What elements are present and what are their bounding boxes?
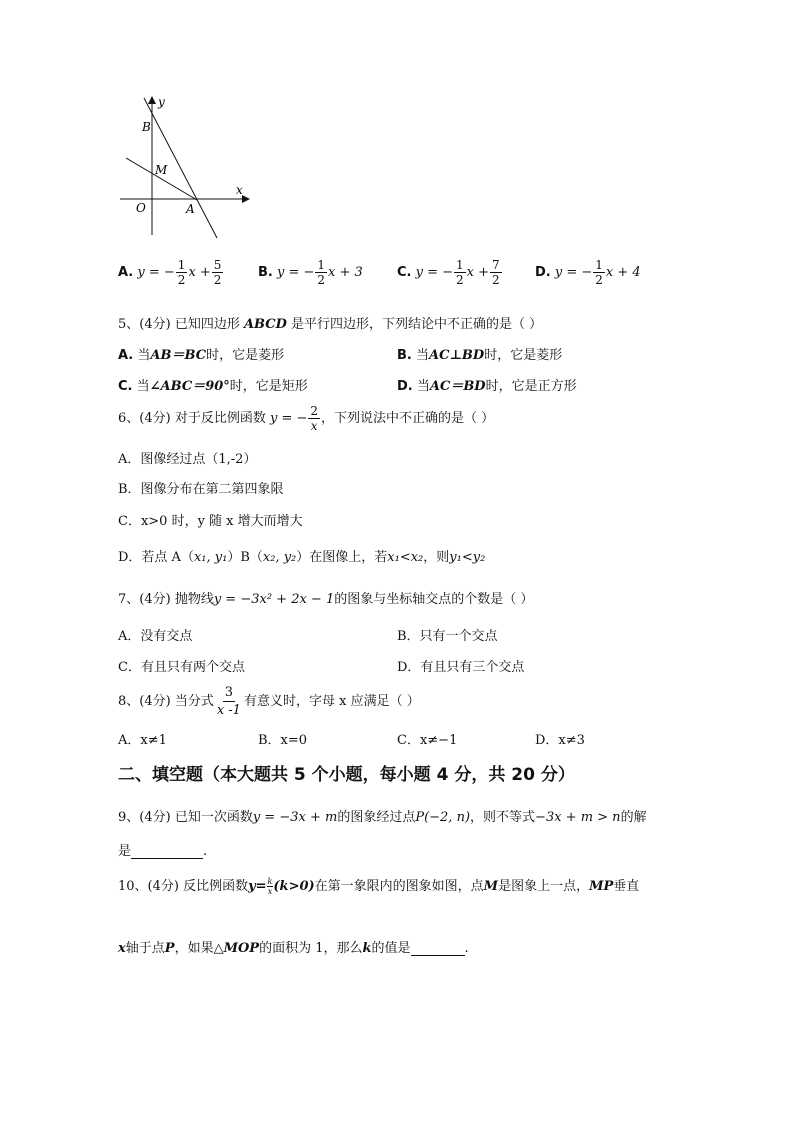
- q10-cond: (k>0): [273, 879, 315, 894]
- q4-d-frac: [593, 258, 605, 287]
- q4-c-g-num: 7: [492, 258, 500, 272]
- q6-d-cond: x₁<x₂: [387, 550, 424, 565]
- q5-d-label: D.: [397, 379, 413, 394]
- q10-line2-c: 的面积为 1，那么: [259, 941, 363, 956]
- q5-option-b: [397, 344, 562, 363]
- q9-end: .: [203, 844, 208, 859]
- q4-b-f-num: 1: [317, 258, 326, 272]
- q10-m: M: [483, 879, 499, 894]
- q5-stem: [118, 313, 542, 332]
- q4-a-g-num: 5: [213, 258, 222, 272]
- q6-option-a: A．图像经过点（1,-2）: [118, 452, 257, 467]
- q10-frac-k: k: [267, 877, 273, 886]
- q6-d-then: ，则: [423, 550, 450, 565]
- q4-b-label: B.: [258, 265, 273, 280]
- q7-stem-post: 的图象与坐标轴交点的个数是（ ）: [334, 592, 534, 607]
- q5-b-math: AC⊥BD: [429, 348, 485, 363]
- q7-stem: [118, 588, 533, 607]
- q7-func: y = −3x² + 2x − 1: [213, 592, 335, 607]
- q5-b-label: B.: [397, 348, 412, 363]
- q9-stem: [118, 806, 647, 825]
- q7-option-a: A．没有交点: [118, 629, 193, 644]
- q5-option-c: [118, 375, 308, 394]
- q9-ineq: −3x + m > n: [535, 810, 621, 825]
- q4-option-c: [397, 258, 503, 287]
- graph-y-label: y: [158, 95, 165, 109]
- graph-o-label: O: [136, 201, 146, 215]
- q8-option-d: D．x≠3: [535, 733, 585, 748]
- q5-a-label: A.: [118, 348, 134, 363]
- q8-stem-post: 有意义时，字母 x 应满足（ ）: [243, 694, 420, 709]
- q8-option-a: A．x≠1: [118, 733, 167, 748]
- q10-stem-post: 垂直: [613, 879, 640, 894]
- q7-option-d: D．有且只有三个交点: [397, 660, 525, 675]
- q4-a-frac1: [176, 258, 188, 287]
- q4-d-f-num: 1: [595, 258, 603, 272]
- q4-c-frac2: [490, 258, 502, 287]
- q4-c-f-den: 2: [456, 273, 464, 287]
- q8-option-c: C．x≠−1: [397, 733, 458, 748]
- q4-c-label: C.: [397, 265, 412, 280]
- section-fill-in-heading: 二、填空题（本大题共 5 个小题，每小题 4 分，共 20 分）: [118, 765, 575, 785]
- q5-c-post: 时，它是矩形: [229, 379, 308, 394]
- q10-stem-pre: 10、(4分) 反比例函数: [118, 879, 249, 894]
- q4-a-f-num: 1: [177, 258, 186, 272]
- q10-line2-d: 的值是: [371, 941, 411, 956]
- q10-stem-mid: 在第一象限内的图象如图，点: [314, 879, 484, 894]
- q6-d-res: y₁<y₂: [449, 550, 486, 565]
- q6-d-pre: D．若点 A（: [118, 550, 194, 565]
- q4-c-f-num: 1: [456, 258, 464, 272]
- q6-option-c: C．x>0 时，y 随 x 增大而增大: [118, 514, 303, 529]
- q6-stem-pre: 6、(4分) 对于反比例函数: [118, 411, 266, 426]
- q5-option-a: [118, 344, 284, 363]
- q9-stem-mid: 的图象经过点: [337, 810, 416, 825]
- q5-b-post: 时，它是菱形: [484, 348, 563, 363]
- q4-a-label: A.: [118, 265, 134, 280]
- q10-end: .: [464, 941, 469, 956]
- q8-frac-den: x -1: [216, 703, 241, 718]
- q10-p: P: [164, 941, 175, 956]
- q9-line2: [118, 840, 207, 859]
- q4-c-mid: x +: [466, 265, 490, 280]
- q6-func-frac: [308, 404, 320, 433]
- q7-stem-pre: 7、(4分) 抛物线: [118, 592, 214, 607]
- q8-stem-pre: 8、(4分) 当分式: [118, 694, 214, 709]
- q4-option-d: [535, 258, 641, 287]
- q8-frac: [215, 684, 243, 719]
- q4-d-label: D.: [535, 265, 551, 280]
- q4-a-frac2: [212, 258, 224, 287]
- q4-a-g-den: 2: [213, 273, 222, 287]
- q6-d-mid2: ）在图像上，若: [296, 550, 388, 565]
- q5-d-pre: 当: [416, 379, 430, 394]
- q10-mp: MP: [589, 879, 614, 894]
- q7-option-b: B．只有一个交点: [397, 629, 498, 644]
- q8-option-b: B．x=0: [258, 733, 308, 748]
- q9-stem-mid2: ，则不等式: [470, 810, 536, 825]
- q10-frac-x: x: [267, 887, 273, 896]
- graph-b-label: B: [142, 120, 151, 134]
- q9-func: y = −3x + m: [252, 810, 338, 825]
- q9-answer-blank[interactable]: [131, 844, 203, 859]
- q4-c-g-den: 2: [492, 273, 500, 287]
- q6-func-num: 2: [310, 404, 319, 418]
- coordinate-graph: [110, 90, 260, 250]
- q10-func-pre: y=: [248, 879, 267, 894]
- q5-a-pre: 当: [137, 348, 151, 363]
- q7-option-c: C．有且只有两个交点: [118, 660, 245, 675]
- q6-d-p1: x₁, y₁: [193, 550, 228, 565]
- q8-stem: [118, 684, 420, 719]
- q5-d-post: 时，它是正方形: [485, 379, 577, 394]
- y-axis-arrow: [148, 96, 156, 104]
- q9-line2-text: 是: [118, 844, 132, 859]
- graph-x-label: x: [236, 183, 243, 197]
- q9-point: P(−2, n): [415, 810, 471, 825]
- q10-line2-x: x: [118, 941, 126, 956]
- q4-option-a: [118, 258, 224, 287]
- q5-d-math: AC＝BD: [429, 379, 486, 394]
- q5-c-label: C.: [118, 379, 133, 394]
- q9-stem-pre: 9、(4分) 已知一次函数: [118, 810, 253, 825]
- graph-a-label: A: [186, 202, 195, 216]
- q4-d-f-den: 2: [595, 273, 603, 287]
- q9-stem-post: 的解: [620, 810, 647, 825]
- q4-option-b: [258, 258, 363, 287]
- q6-option-d: [118, 546, 485, 565]
- q4-d-pre: y = −: [554, 265, 593, 280]
- q5-b-pre: 当: [416, 348, 430, 363]
- q5-stem-pre: 5、(4分) 已知四边形: [118, 317, 240, 332]
- q5-stem-post: 是平行四边形，下列结论中不正确的是（ ）: [291, 317, 543, 332]
- q4-b-pre: y = −: [277, 265, 315, 280]
- q4-a-f-den: 2: [177, 273, 186, 287]
- q10-stem-mid2: 是图象上一点，: [498, 879, 590, 894]
- q4-b-f-den: 2: [317, 273, 326, 287]
- q10-line2: [118, 937, 469, 956]
- q10-line2-b: ，如果: [174, 941, 214, 956]
- q4-a-pre: y = −: [137, 265, 175, 280]
- q6-stem-post: ，下列说法中不正确的是（ ）: [321, 411, 495, 426]
- q6-option-b: B．图像分布在第二第四象限: [118, 482, 284, 497]
- q5-a-post: 时，它是菱形: [206, 348, 285, 363]
- q10-answer-blank[interactable]: [411, 941, 465, 956]
- q5-stem-var: ABCD: [243, 317, 287, 332]
- q10-stem: [118, 875, 639, 896]
- x-axis-arrow: [242, 195, 250, 203]
- q6-func-den: x: [310, 419, 318, 433]
- q6-d-mid: ）B（: [227, 550, 263, 565]
- q10-tri: △MOP: [213, 941, 260, 956]
- q4-b-post: x + 3: [328, 265, 363, 280]
- q5-c-math: ∠ABC＝90°: [149, 379, 230, 394]
- q10-line2-a: 轴于点: [125, 941, 165, 956]
- q4-c-frac1: [454, 258, 466, 287]
- q5-option-d: [397, 375, 577, 394]
- q6-d-p2: x₂, y₂: [262, 550, 297, 565]
- graph-m-label: M: [155, 163, 168, 177]
- q4-c-pre: y = −: [415, 265, 454, 280]
- q8-frac-num: 3: [224, 685, 234, 700]
- q5-c-pre: 当: [136, 379, 150, 394]
- q4-a-mid: x +: [188, 265, 211, 280]
- q4-b-frac: [315, 258, 327, 287]
- q6-func-pre: y = −: [269, 411, 308, 426]
- q6-stem: [118, 404, 494, 433]
- q4-d-post: x + 4: [605, 265, 641, 280]
- q10-k2: k: [362, 941, 372, 956]
- q5-a-math: AB＝BC: [150, 348, 207, 363]
